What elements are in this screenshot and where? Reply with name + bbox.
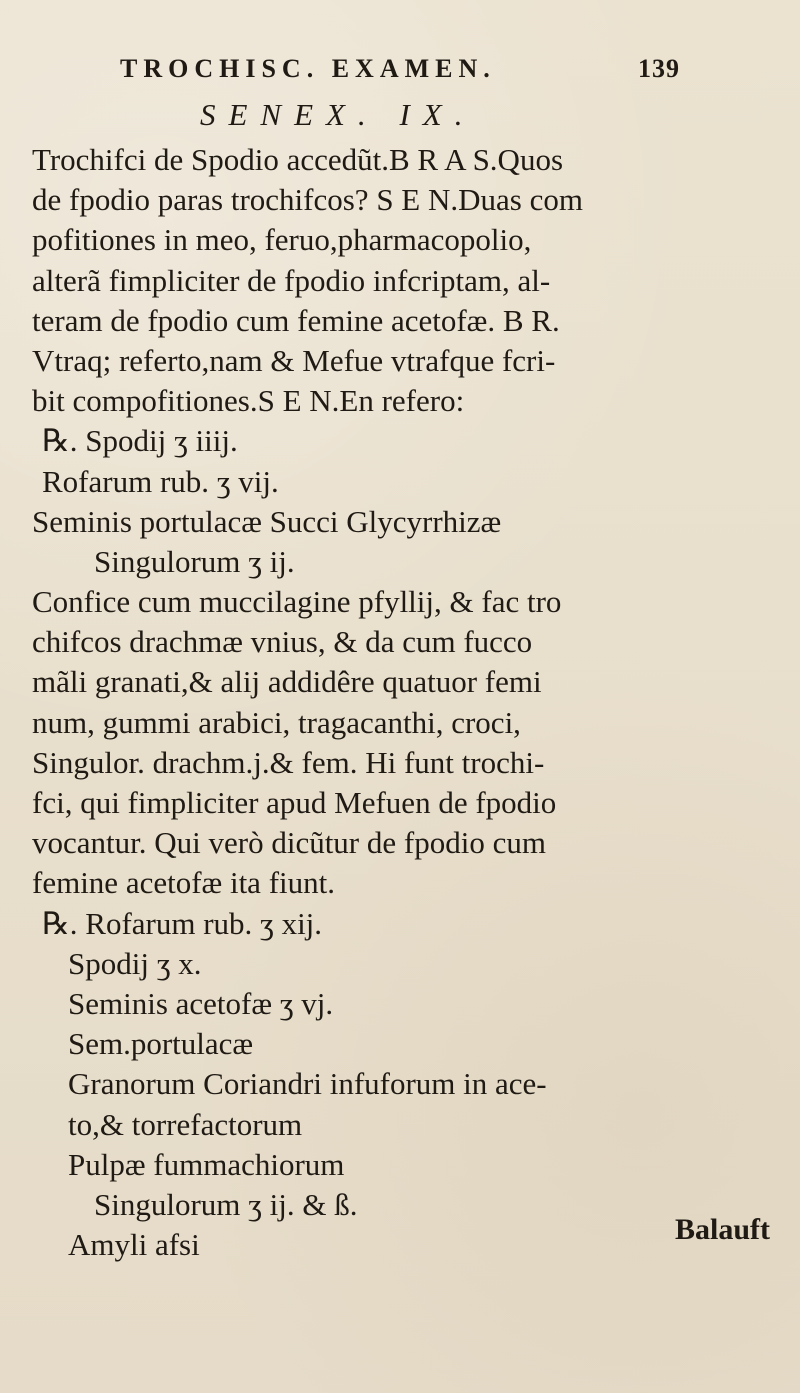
text-line: alterã fimpliciter de fpodio infcriptam, al- xyxy=(32,262,551,298)
text-line: bit compofitiones.S E N.En refero: xyxy=(32,383,465,419)
text-line: femine acetofæ ita fiunt. xyxy=(32,865,335,901)
recipe-line: Singulorum ʒ ij. & ß. xyxy=(94,1186,358,1222)
text-line: Singulor. drachm.j.& fem. Hi funt trochi- xyxy=(32,744,545,780)
recipe-line: ℞. Rofarum rub. ʒ xij. xyxy=(42,905,323,941)
text-line: mãli granati,& alij addidêre quatuor femi xyxy=(32,664,542,700)
recipe-line: Seminis portulacæ Succi Glycyrrhizæ xyxy=(32,503,502,539)
recipe-line: ℞. Spodij ʒ iiij. xyxy=(42,423,238,459)
text-line: chifcos drachmæ vnius, & da cum fucco xyxy=(32,624,533,660)
text-line: Vtraq; referto,nam & Mefue vtrafque fcri- xyxy=(32,342,556,378)
text-line: Trochifci de Spodio accedũt.B R A S.Quos xyxy=(32,142,564,177)
recipe-line: Seminis acetofæ ʒ vj. xyxy=(68,985,334,1021)
recipe-line: Spodij ʒ x. xyxy=(68,945,202,981)
running-title: TROCHISC. EXAMEN. xyxy=(120,54,496,83)
recipe-line: Rofarum rub. ʒ vij. xyxy=(42,463,279,499)
recipe-line: Sem.portulacæ xyxy=(68,1026,254,1062)
recipe-line: Pulpæ fummachiorum xyxy=(68,1146,345,1182)
text-line: de fpodio paras trochifcos? S E N.Duas com xyxy=(32,182,583,218)
page-number: 139 xyxy=(638,54,680,83)
page-header xyxy=(120,54,680,84)
recipe-line: to,& torrefactorum xyxy=(68,1106,303,1142)
recipe-line: Amyli afsi xyxy=(68,1227,200,1263)
dialogue-title: SENEX. IX. xyxy=(200,97,476,132)
body-text xyxy=(32,140,782,1265)
text-line: vocantur. Qui verò dicũtur de fpodio cum xyxy=(32,825,546,861)
text-line: teram de fpodio cum femine acetofæ. B R. xyxy=(32,302,560,338)
text-line: num, gummi arabici, tragacanthi, croci, xyxy=(32,704,521,740)
recipe-line: Singulorum ʒ ij. xyxy=(94,543,295,579)
catchword: Balauft xyxy=(674,1213,770,1246)
text-line: fci, qui fimpliciter apud Mefuen de fpodio xyxy=(32,785,557,820)
recipe-line: Granorum Coriandri infuforum in ace- xyxy=(68,1066,547,1102)
text-line: pofitiones in meo, feruo,pharmacopolio, xyxy=(32,222,532,258)
text-line: Confice cum muccilagine pfyllij, & fac tro xyxy=(32,584,562,620)
